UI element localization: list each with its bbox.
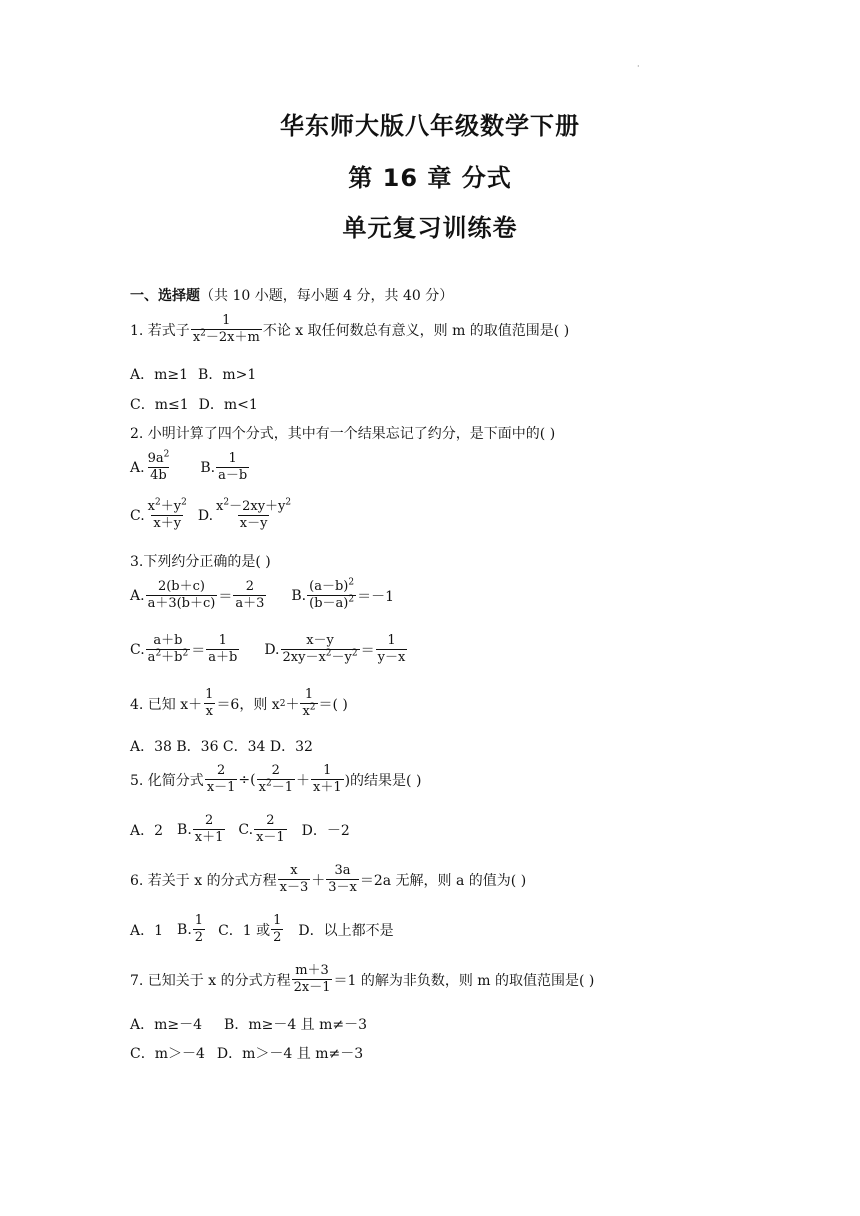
question-4: 4. 已知 x＋ $\frac{1}{x}$ ＝6，则 x 2 ＋ $\frac{1}{x^2}$ ＝( )	[130, 687, 348, 720]
q1-option-d: D．m<1	[198, 397, 258, 413]
q1-option-b: B．m>1	[198, 367, 257, 383]
q7-stem-prefix: 7. 已知关于 x 的分式方程	[130, 972, 291, 989]
q7-option-a: A．m≥－4	[130, 1017, 203, 1033]
q6-stem-prefix: 6. 若关于 x 的分式方程	[130, 872, 277, 889]
q3-option-b-label: B.	[291, 587, 307, 604]
q1-stem-suffix: 不论 x 取任何数总有意义，则 m 的取值范围是( )	[262, 322, 570, 339]
q4-options	[130, 736, 313, 756]
q3-stem: 3.下列约分正确的是( )	[130, 554, 271, 570]
q5-option-d: D．－2	[301, 822, 350, 839]
q3-options-row1: A. $\frac{2(b+c)}{a+3(b+c)}$ ＝ $\frac{2}{a+3}$ B. $\frac{(a-b)^2}{(b-a)^2}$ ＝－1	[130, 577, 394, 612]
q6-option-c-fraction: $\frac{1}{2}$	[273, 913, 282, 946]
q4-options-text: A．38 B．36 C．34 D．32	[130, 739, 313, 755]
q4-fraction-2: $\frac{1}{x^2}$	[302, 687, 316, 720]
q2-option-b-fraction: $\frac{1}{a-b}$	[218, 451, 248, 484]
q4-stem-prefix: 4. 已知 x＋	[130, 696, 203, 713]
q6-option-d: D．以上都不是	[298, 922, 394, 939]
q1-option-c: C．m≤1	[130, 397, 189, 413]
q2-option-d-fraction: $\frac{x^2-2xy+y^2}{x-y}$	[216, 497, 292, 532]
q3-option-d-fraction: $\frac{x-y}{2xy-x^2-y^2}$	[282, 633, 358, 666]
q1-stem-prefix: 1. 若式子	[130, 322, 190, 339]
q2-options-row1	[130, 449, 250, 484]
q5-fraction-2: $\frac{2}{x^2-1}$	[258, 763, 293, 796]
section-heading	[130, 285, 453, 305]
q3-option-d-label: D.	[264, 641, 280, 658]
q2-options-row2	[130, 497, 294, 532]
q1-fraction: $\frac{1}{x^2-2x+m}$	[192, 313, 260, 346]
section-note: （共 10 小题，每小题 4 分，共 40 分）	[200, 288, 454, 304]
q6-option-b-label: B.	[177, 921, 192, 938]
q3-option-c-result: $\frac{1}{a+b}$	[208, 633, 238, 666]
question-2	[130, 423, 555, 443]
q2-option-a-label: A.	[130, 459, 145, 476]
q2-option-c-label: C.	[130, 507, 145, 524]
q1-options-row2	[130, 394, 258, 414]
q3-option-c-label: C.	[130, 641, 145, 658]
q7-option-c: C．m＞－4	[130, 1046, 205, 1062]
q4-fraction-1: $\frac{1}{x}$	[205, 687, 214, 720]
question-6: 6. 若关于 x 的分式方程 $\frac{x}{x-3}$ ＋ $\frac{3a}{3-x}$ ＝2a 无解，则 a 的值为( )	[130, 863, 527, 896]
document-title: 华东师大版八年级数学下册	[280, 112, 580, 140]
q5-options	[130, 814, 350, 846]
q6-option-a: A．1	[130, 922, 164, 939]
q7-options-row1	[130, 1014, 367, 1034]
q7-option-b: B．m≥－4 且 m≠－3	[224, 1017, 368, 1033]
q5-option-a: A．2	[130, 822, 164, 839]
q3-option-d-result: $\frac{1}{y-x}$	[377, 633, 406, 666]
q3-option-a-result: $\frac{2}{a+3}$	[235, 579, 265, 612]
q5-stem-prefix: 5. 化简分式	[130, 772, 204, 789]
q3-option-a-fraction: $\frac{2(b+c)}{a+3(b+c)}$	[147, 579, 216, 612]
q7-options-row2	[130, 1043, 363, 1063]
question-1	[130, 314, 569, 346]
chapter-title: 第 16 章 分式	[348, 164, 512, 192]
question-5: 5. 化简分式 $\frac{2}{x-1}$ ÷( $\frac{2}{x^2-1}$ ＋ $\frac{1}{x+1}$ )的结果是( )	[130, 763, 422, 796]
q5-fraction-3: $\frac{1}{x+1}$	[312, 763, 342, 796]
q2-stem: 2. 小明计算了四个分式，其中有一个结果忘记了约分，是下面中的( )	[130, 426, 556, 442]
q2-option-a-fraction: $\frac{9a^2}{4b}$	[147, 449, 170, 484]
exam-title: 单元复习训练卷	[342, 214, 518, 242]
q6-fraction-2: $\frac{3a}{3-x}$	[328, 863, 357, 896]
q5-fraction-1: $\frac{2}{x-1}$	[206, 763, 236, 796]
q3-option-b-fraction: $\frac{(a-b)^2}{(b-a)^2}$	[309, 577, 355, 612]
q5-option-c-fraction: $\frac{2}{x-1}$	[256, 813, 285, 846]
q1-option-a: A．m≥1	[130, 367, 189, 383]
q3-option-c-fraction: $\frac{a+b}{a^2+b^2}$	[147, 633, 189, 666]
corner-mark: ·	[637, 62, 640, 71]
q5-option-b-label: B.	[177, 821, 192, 838]
q2-option-c-fraction: $\frac{x^2+y^2}{x+y}$	[147, 497, 187, 532]
q6-fraction-1: $\frac{x}{x-3}$	[279, 863, 309, 896]
q5-option-b-fraction: $\frac{2}{x+1}$	[194, 813, 224, 846]
q3-option-a-label: A.	[130, 587, 145, 604]
q6-option-b-fraction: $\frac{1}{2}$	[194, 913, 204, 946]
q2-option-b-label: B.	[200, 459, 216, 476]
question-3	[130, 551, 271, 571]
q3-options-row2: C. $\frac{a+b}{a^2+b^2}$ ＝ $\frac{1}{a+b}$ D. $\frac{x-y}{2xy-x^2-y^2}$ ＝ $\frac{1}{y-x}$	[130, 633, 406, 666]
q6-option-c-label: C．1 或	[218, 922, 271, 939]
question-7: 7. 已知关于 x 的分式方程 $\frac{m+3}{2x-1}$ ＝1 的解为非负数，则 m 的取值范围是( )	[130, 963, 595, 996]
q5-option-c-label: C.	[238, 821, 254, 838]
q1-options-row1	[130, 364, 256, 384]
q6-options	[130, 914, 394, 946]
q2-option-d-label: D.	[197, 507, 214, 524]
q7-option-d: D．m＞－4 且 m≠－3	[216, 1046, 364, 1062]
section-label: 一、选择题	[130, 288, 200, 304]
q7-fraction: $\frac{m+3}{2x-1}$	[293, 963, 331, 996]
